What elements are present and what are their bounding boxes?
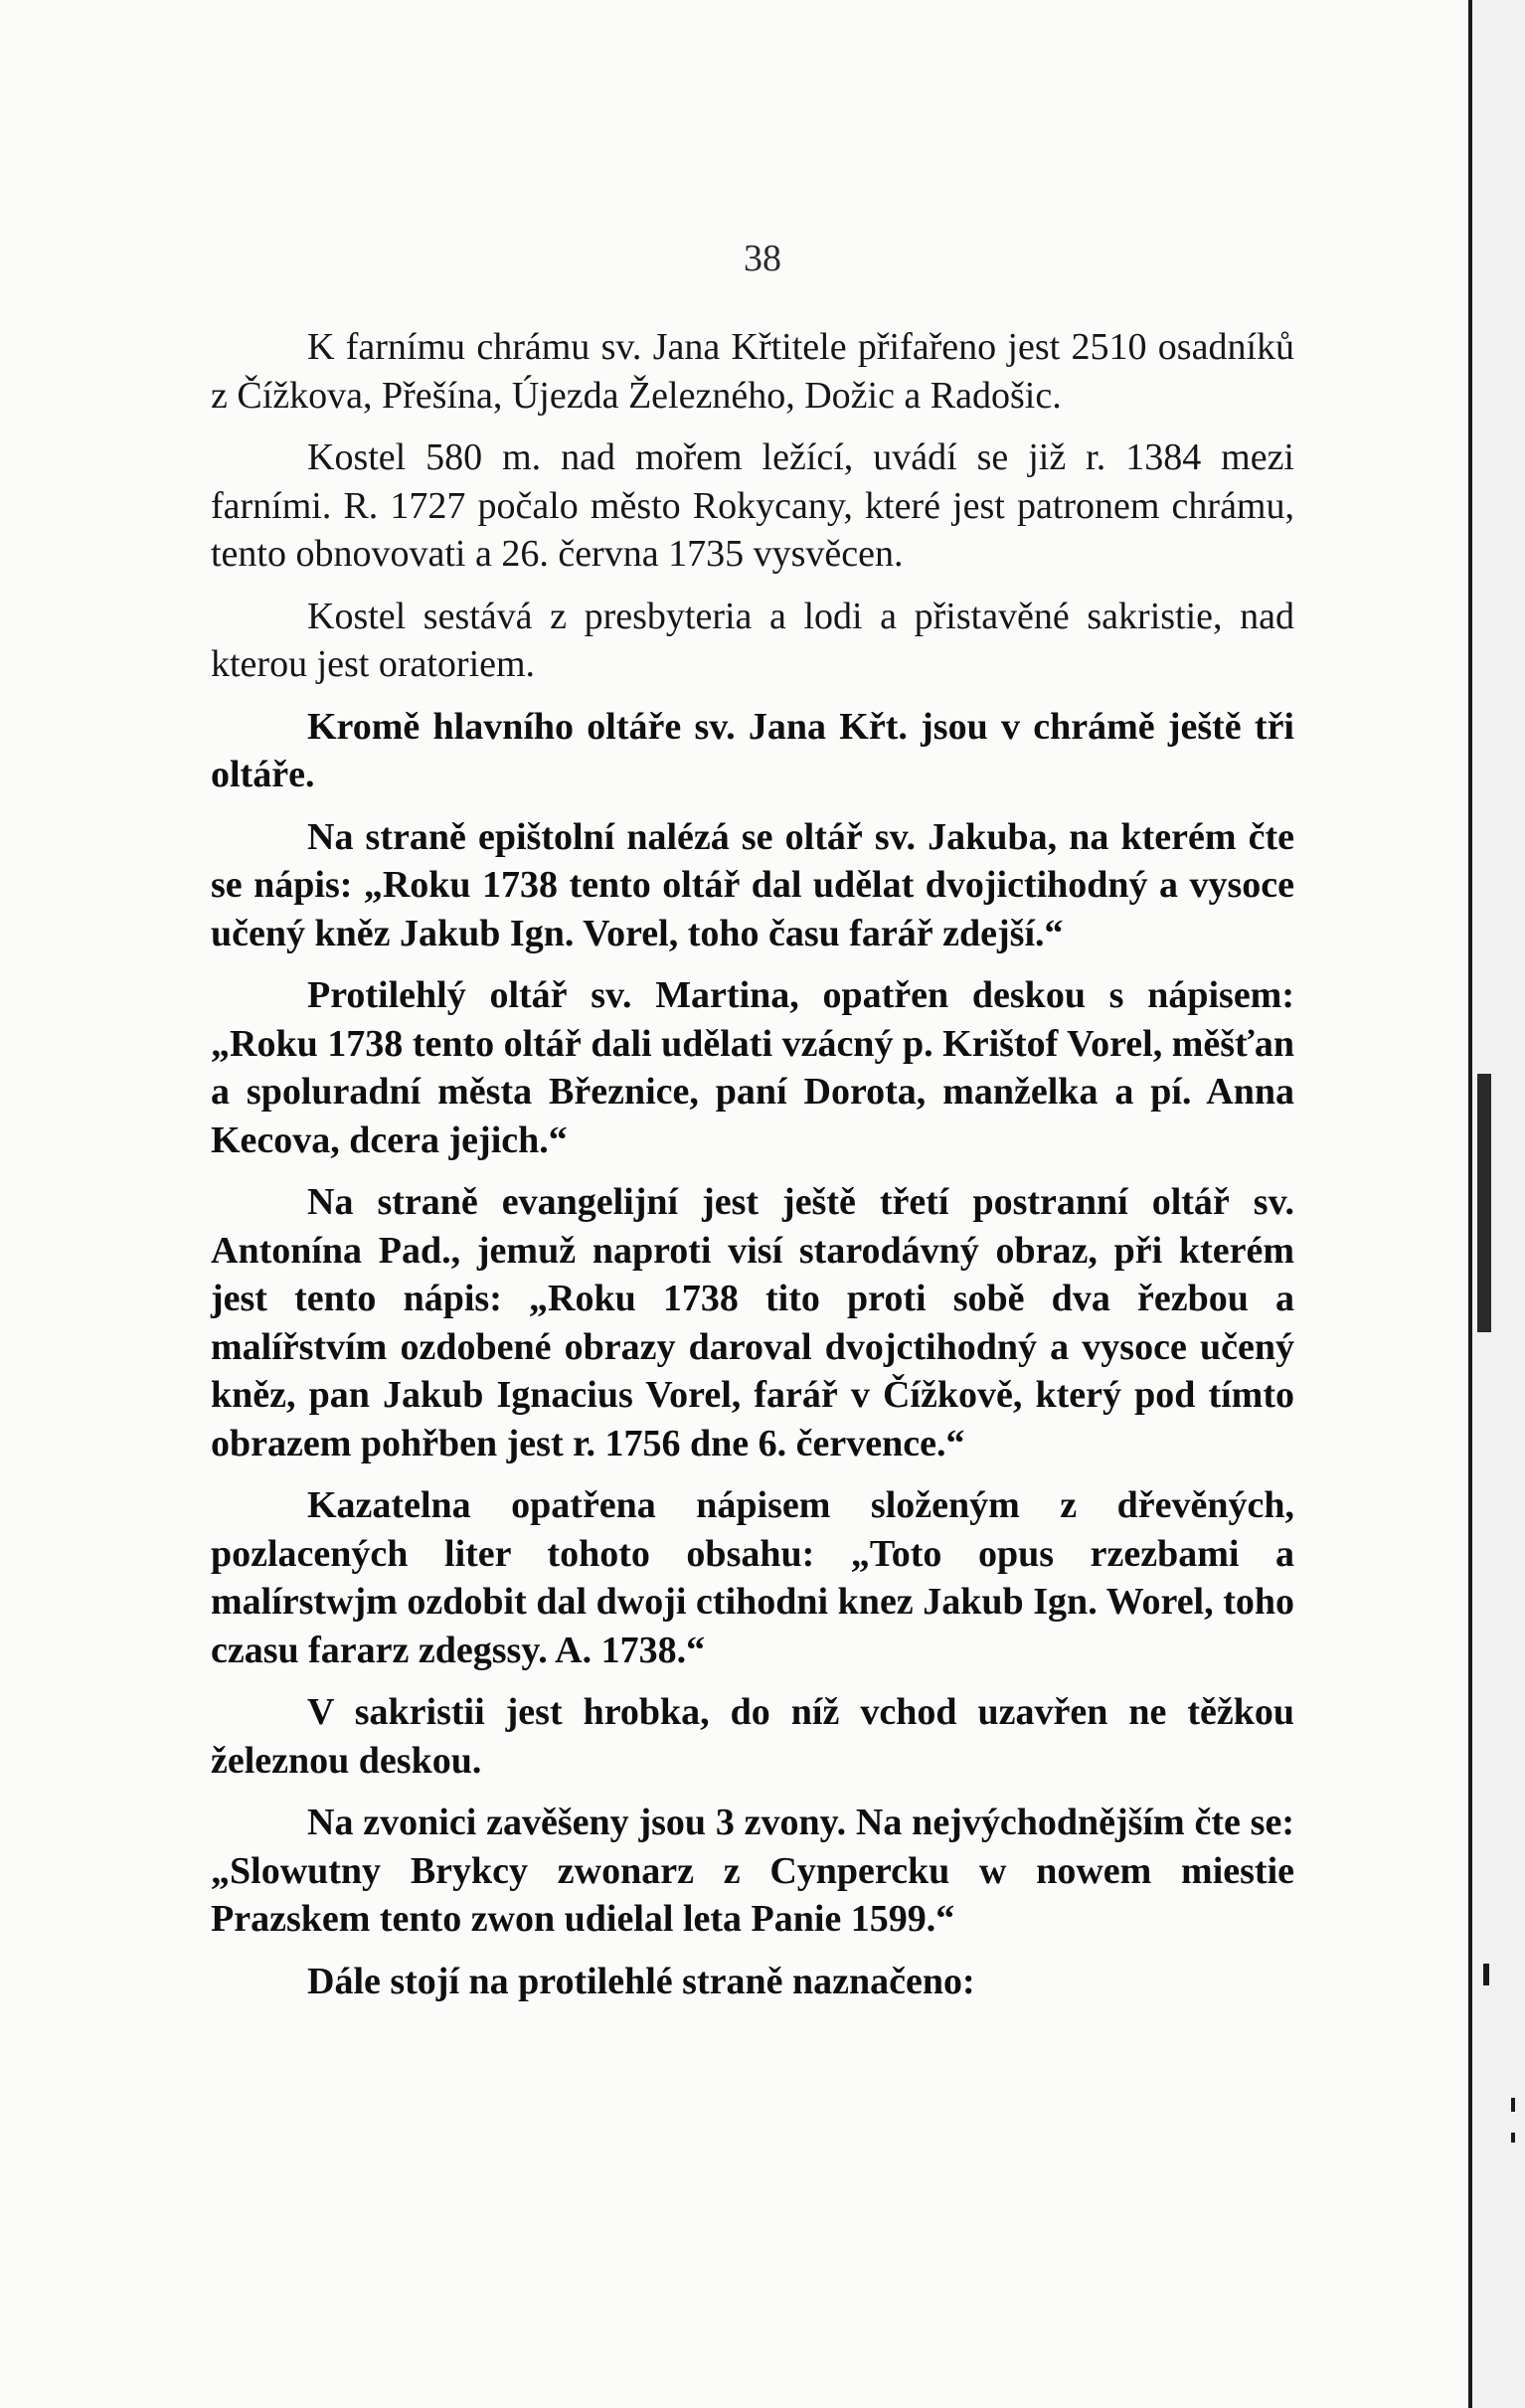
paragraph: V sakristii jest hrobka, do níž vchod uzavřen ne těžkou železnou deskou. <box>211 1691 1294 1782</box>
binding-shadow <box>1477 1074 1491 1332</box>
edge-mark <box>1483 1964 1489 1985</box>
paragraph: K farnímu chrámu sv. Jana Křtitele přifařeno jest 2510 osadníků z Čížkova, Přešína, Újezda Železného, Dožic a Radošic. <box>211 326 1294 417</box>
paragraph: Kostel sestává z presbyteria a lodi a přistavěné sakristie, nad kterou jest oratoriem. <box>211 595 1294 685</box>
body-text <box>211 323 1294 2019</box>
edge-mark <box>1511 2098 1515 2112</box>
paragraph: Na straně epištolní nalézá se oltář sv. Jakuba, na kterém čte se nápis: „Roku 1738 tento oltář dal udělat dvojictihodný a vysoce učený kněz Jakub Ign. Vorel, toho času farář zdejší.“ <box>211 815 1294 954</box>
paragraph: Na straně evangelijní jest ještě třetí postranní oltář sv. Antonína Pad., jemuž naproti visí starodávný obraz, při kterém jest tento nápis: „Roku 1738 tito proti sobě dva řezbou a malířstvím ozdobené obrazy daroval dvojctihodný a vysoce učený kněz, pan Jakub Ignacius Vorel, farář v Čížkově, který pod tímto obrazem pohřben jest r. 1756 dne 6. července.“ <box>211 1181 1294 1464</box>
paragraph: Kostel 580 m. nad mořem ležící, uvádí se již r. 1384 mezi farními. R. 1727 počalo město Rokycany, které jest patronem chrámu, tento obnovovati a 26. června 1735 vysvěcen. <box>211 436 1294 575</box>
paragraph: Na zvonici zavěšeny jsou 3 zvony. Na nejvýchodnějším čte se: „Slowutny Brykcy zwonarz z Cynpercku w nowem miestie Prazskem tento zwon udielal leta Panie 1599.“ <box>211 1802 1294 1940</box>
page-border-line <box>1468 0 1472 2408</box>
paragraph: Kazatelna opatřena nápisem složeným z dřevěných, pozlacených liter tohoto obsahu: „Toto opus rzezbami a malírstwjm ozdobit dal dwoji ctihodni knez Jakub Ign. Worel, toho czasu fararz zdegssy. A. 1738.“ <box>211 1484 1294 1671</box>
paragraph: Protilehlý oltář sv. Martina, opatřen deskou s nápisem: „Roku 1738 tento oltář dali udělati vzácný p. Krištof Vorel, měšťan a spoluradní města Březnice, paní Dorota, manželka a pí. Anna Kecova, dcera jejich.“ <box>211 974 1294 1161</box>
page-number: 38 <box>744 238 781 279</box>
paragraph: Kromě hlavního oltáře sv. Jana Křt. jsou v chrámě ještě tři oltáře. <box>211 705 1294 795</box>
paragraph: Dále stojí na protilehlé straně naznačeno: <box>307 1960 975 2002</box>
edge-mark <box>1511 2133 1515 2143</box>
